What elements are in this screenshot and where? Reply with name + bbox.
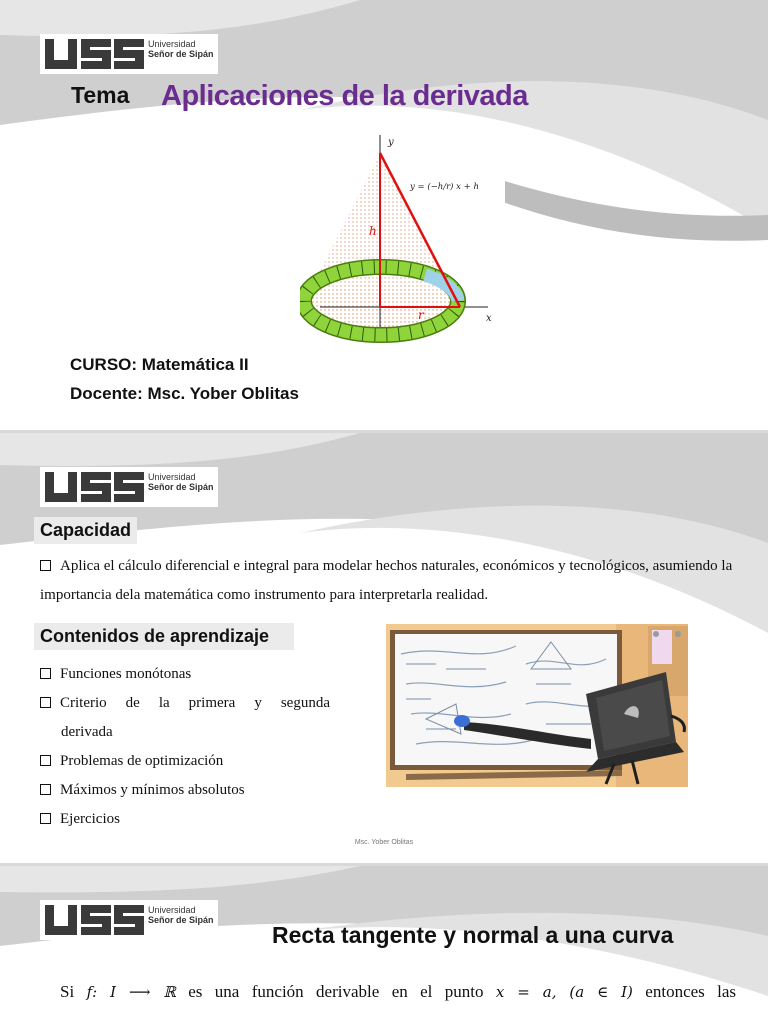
slide-capacidad bbox=[0, 433, 768, 863]
checkbox-bullet-icon bbox=[40, 668, 51, 679]
list-item bbox=[40, 776, 330, 805]
list-item bbox=[40, 689, 330, 718]
logo-line2: Señor de Sipán bbox=[148, 49, 214, 59]
x-axis-label: x bbox=[486, 313, 492, 324]
list-item bbox=[40, 747, 330, 776]
uss-logo-text bbox=[148, 39, 214, 59]
para-point: x = a, (a ∈ I) bbox=[495, 983, 633, 1001]
uss-logo bbox=[40, 900, 218, 940]
logo-line1: Universidad bbox=[148, 39, 196, 49]
checkbox-bullet-icon bbox=[40, 784, 51, 795]
curso-label: CURSO: Matemática II bbox=[70, 355, 249, 374]
capacidad-paragraph bbox=[40, 552, 740, 610]
uss-logo bbox=[40, 467, 218, 507]
contenidos-heading: Contenidos de aprendizaje bbox=[34, 623, 294, 650]
list-item bbox=[40, 660, 330, 689]
tema-label: Tema bbox=[71, 82, 130, 108]
checkbox-bullet-icon bbox=[40, 560, 51, 571]
uss-logo bbox=[40, 34, 218, 74]
checkbox-bullet-icon bbox=[40, 813, 51, 824]
contenidos-list bbox=[40, 660, 330, 834]
checkbox-bullet-icon bbox=[40, 697, 51, 708]
list-item-text: Problemas de optimización bbox=[60, 753, 224, 769]
y-axis-label: y bbox=[388, 137, 394, 148]
list-item-text: Máximos y mínimos absolutos bbox=[60, 782, 245, 798]
uss-logo-text bbox=[148, 905, 214, 925]
cone-diagram-svg bbox=[300, 125, 505, 347]
uss-logo-mark bbox=[43, 37, 145, 71]
presentation-title: Aplicaciones de la derivada bbox=[161, 80, 528, 112]
capacidad-heading: Capacidad bbox=[34, 517, 137, 544]
para-middle: es una función derivable en el punto bbox=[188, 982, 484, 1001]
para-domain: : I ⟶ ℝ bbox=[92, 983, 176, 1001]
logo-line2: Señor de Sipán bbox=[148, 482, 214, 492]
slide-recta-tangente bbox=[0, 866, 768, 1024]
list-item-continuation bbox=[40, 718, 330, 747]
para-function-f: f bbox=[86, 983, 93, 1001]
definition-paragraph bbox=[60, 978, 736, 1006]
slide-title bbox=[0, 0, 768, 430]
list-item-text: Ejercicios bbox=[60, 811, 120, 827]
cone-diagram bbox=[300, 125, 505, 347]
uss-logo-mark bbox=[43, 903, 145, 937]
checkbox-bullet-icon bbox=[40, 755, 51, 766]
slide-footer: Msc. Yober Oblitas bbox=[354, 839, 414, 846]
docente-label: Docente: Msc. Yober Oblitas bbox=[70, 384, 299, 403]
uss-logo-mark bbox=[43, 470, 145, 504]
logo-line2: Señor de Sipán bbox=[148, 915, 214, 925]
capacidad-text: Aplica el cálculo diferencial e integral para modelar hechos naturales, económicos y tecnológicos, asumiendo la importancia dela matemática como instrumento para interpretarla realidad. bbox=[40, 558, 733, 603]
logo-line1: Universidad bbox=[148, 472, 196, 482]
list-item-text: Funciones monótonas bbox=[60, 666, 192, 682]
uss-logo-text bbox=[148, 472, 214, 492]
list-item bbox=[40, 805, 330, 834]
logo-line1: Universidad bbox=[148, 905, 196, 915]
line-equation: y = (−h/r) x + h bbox=[410, 182, 479, 192]
para-si: Si bbox=[60, 982, 75, 1001]
illustration-svg bbox=[386, 624, 688, 787]
para-end: entonces las bbox=[645, 982, 737, 1001]
r-label: r bbox=[418, 308, 424, 322]
slide-title: Recta tangente y normal a una curva bbox=[272, 922, 674, 948]
list-item-text: derivada bbox=[61, 724, 113, 740]
laptop-chalkboard-illustration bbox=[386, 624, 688, 787]
h-label: h bbox=[369, 224, 377, 238]
list-item-text: Criterio de la primera y segunda bbox=[60, 695, 330, 711]
